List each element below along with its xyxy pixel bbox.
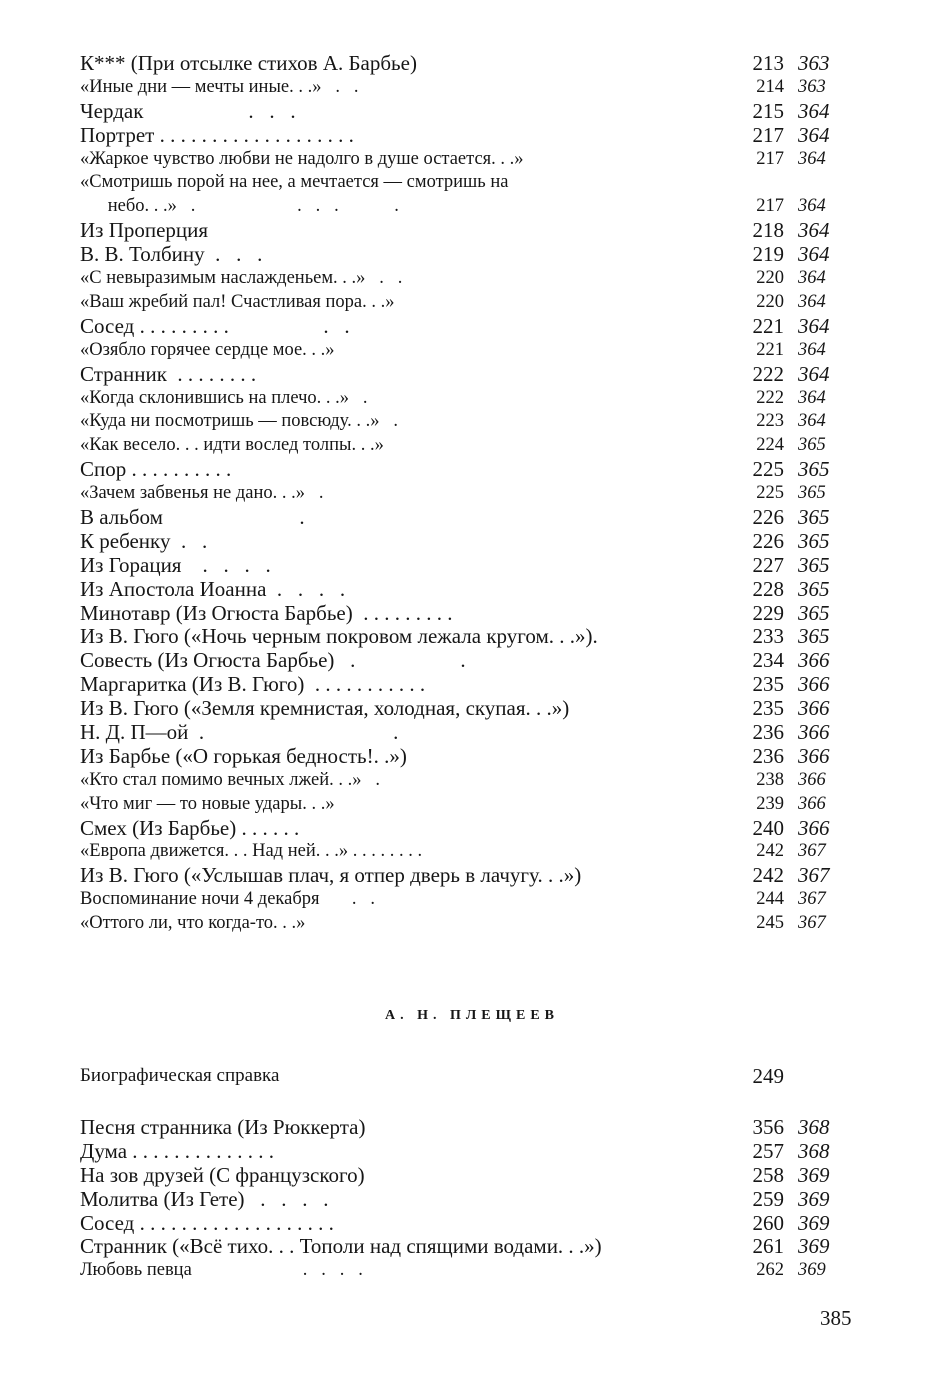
toc-entry-page: 222 (752, 361, 784, 386)
toc-entry-page: 356 (752, 1115, 784, 1139)
toc-entry-title: «Оттого ли, что когда-то. . .» (80, 913, 306, 934)
toc-entry-notes-page: 364 (798, 122, 830, 147)
toc-list-pleshcheev (80, 1116, 870, 1283)
toc-entry[interactable] (80, 625, 870, 649)
toc-entry-title: Песня странника (Из Рюккерта) (80, 1115, 366, 1139)
toc-entry-page: 228 (752, 576, 784, 601)
toc-entry-page: 245 (756, 913, 784, 934)
toc-entry-title: Из В. Гюго («Земля кремнистая, холодная, скупая. . .») (80, 696, 570, 721)
toc-entry-title: Из В. Гюго («Услышав плач, я отпер дверь в лачугу. . .») (80, 863, 582, 888)
toc-entry-notes-page: 365 (798, 528, 830, 553)
toc-entry[interactable] (80, 1259, 870, 1283)
toc-entry[interactable] (80, 1116, 870, 1140)
toc-entry-notes-page: 365 (798, 457, 830, 482)
toc-entry-notes-page: 367 (798, 841, 826, 862)
toc-entry-page: 233 (752, 624, 784, 649)
toc-entry-page: 219 (752, 242, 784, 267)
toc-entry-page: 258 (752, 1162, 784, 1187)
toc-entry-title: «Жаркое чувство любви не надолго в душе остается. . .» (80, 148, 524, 169)
toc-entry[interactable] (80, 76, 870, 100)
toc-entry[interactable] (80, 410, 870, 434)
toc-entry-notes-page: 365 (798, 624, 830, 649)
toc-entry-title: «Когда склонившись на плечо. . .» . (80, 387, 368, 408)
toc-entry-page: 221 (752, 313, 784, 338)
toc-entry[interactable] (80, 482, 870, 506)
toc-entry[interactable] (80, 1140, 870, 1164)
toc-entry-page: 217 (756, 148, 784, 169)
section-author-heading: А. Н. ПЛЕЩЕЕВ (384, 1008, 560, 1023)
toc-entry-page: 226 (752, 528, 784, 553)
toc-entry-notes-page: 368 (798, 1115, 830, 1139)
toc-entry[interactable] (80, 721, 870, 745)
toc-entry[interactable] (80, 148, 870, 172)
toc-entry-notes-page: 369 (798, 1186, 830, 1211)
toc-entry-title: На зов друзей (С французского) (80, 1162, 365, 1187)
toc-entry[interactable] (80, 673, 870, 697)
toc-entry-title: «Озябло горячее сердце мое. . .» (80, 339, 335, 360)
toc-entry[interactable] (80, 434, 870, 458)
toc-entry-title: «Что миг — то новые удары. . .» (80, 793, 335, 814)
toc-entry-notes-page: 364 (798, 313, 830, 338)
toc-entry[interactable] (80, 339, 870, 363)
toc-entry-title: Из Барбье («О горькая бедность!. .») (80, 743, 407, 768)
toc-entry-title: Странник . . . . . . . . (80, 361, 257, 386)
toc-entry[interactable] (80, 1188, 870, 1212)
toc-entry[interactable] (80, 745, 870, 769)
toc-entry-notes-page: 365 (798, 600, 830, 625)
toc-entry-notes-page: 369 (798, 1210, 830, 1235)
toc-entry-notes-page: 364 (798, 98, 830, 123)
toc-entry-notes-page: 363 (798, 76, 826, 97)
toc-entry-title: «Смотришь порой на нее, а мечтается — смотришь на небо. . .» . . . . . (80, 172, 509, 217)
toc-entry-notes-page: 366 (798, 672, 830, 697)
toc-entry-title: «Кто стал помимо вечных лжей. . .» . (80, 769, 380, 790)
toc-entry-notes-page: 364 (798, 361, 830, 386)
toc-entry-notes-page: 364 (798, 148, 826, 169)
toc-entry[interactable] (80, 530, 870, 554)
toc-entry-page: 227 (752, 552, 784, 577)
toc-entry-notes-page: 369 (798, 1162, 830, 1187)
toc-list-poems (80, 52, 870, 936)
toc-entry-page: 234 (752, 648, 784, 673)
toc-entry-title: «Ваш жребий пал! Счастливая пора. . .» (80, 291, 395, 312)
toc-entry-notes-page: 367 (798, 889, 826, 910)
toc-entry-title: Странник («Всё тихо. . . Тополи над спящими водами. . .») (80, 1234, 602, 1259)
toc-entry-notes-page: 365 (798, 504, 830, 529)
toc-entry[interactable] (80, 864, 870, 888)
toc-entry-title: «Зачем забвенья не дано. . .» . (80, 483, 324, 504)
toc-entry-page: 242 (752, 863, 784, 888)
toc-entry-title: К*** (При отсылке стихов А. Барбье) (80, 51, 417, 75)
toc-entry-notes-page: 366 (798, 743, 830, 768)
toc-entry-page: 259 (752, 1186, 784, 1211)
toc-entry-title: «С невыразимым наслажденьем. . .» . . (80, 268, 403, 289)
toc-entry-page: 261 (752, 1234, 784, 1259)
toc-entry-notes-page: 366 (798, 815, 830, 840)
toc-entry-notes-page: 369 (798, 1260, 826, 1281)
toc-entry-title: Из Горация . . . . (80, 552, 271, 577)
biography-page: 249 (752, 1064, 784, 1088)
toc-entry-title: Маргаритка (Из В. Гюго) . . . . . . . . . . . (80, 672, 426, 697)
toc-entry[interactable] (80, 219, 870, 243)
toc-entry-title: К ребенку . . (80, 528, 208, 553)
toc-entry-notes-page: 364 (798, 411, 826, 432)
toc-entry-notes-page: 367 (798, 863, 830, 888)
toc-entry[interactable] (80, 602, 870, 626)
toc-entry-page: 217 (752, 122, 784, 147)
toc-entry-page: 226 (752, 504, 784, 529)
toc-entry-page: 235 (752, 696, 784, 721)
toc-entry-page: 220 (756, 291, 784, 312)
toc-entry[interactable] (80, 100, 870, 124)
toc-entry-page: 222 (756, 387, 784, 408)
toc-entry[interactable] (80, 458, 870, 482)
toc-entry-page: 213 (752, 51, 784, 75)
toc-entry[interactable] (80, 649, 870, 673)
toc-entry-title: Любовь певца . . . . (80, 1260, 363, 1281)
toc-entry[interactable] (80, 1235, 870, 1259)
toc-entry-title: Н. Д. П—ой . . (80, 719, 399, 744)
toc-entry[interactable] (80, 267, 870, 291)
toc-entry-page: 240 (752, 815, 784, 840)
toc-entry-notes-page: 365 (798, 483, 826, 504)
biography-title: Биографическая справка (80, 1065, 280, 1086)
toc-entry-notes-page: 365 (798, 552, 830, 577)
toc-entry[interactable] (80, 387, 870, 411)
toc-entry-title: Сосед . . . . . . . . . . . (80, 313, 350, 338)
toc-entry[interactable] (80, 1164, 870, 1188)
toc-entry-title: Спор . . . . . . . . . . (80, 457, 232, 482)
toc-entry-page: 218 (752, 218, 784, 243)
toc-entry-title: Из Проперция (80, 218, 209, 243)
toc-entry-page: 225 (752, 457, 784, 482)
toc-entry-page: 215 (752, 98, 784, 123)
toc-entry-notes-page: 369 (798, 1234, 830, 1259)
toc-entry-page: 242 (756, 841, 784, 862)
toc-entry-notes-page: 364 (798, 339, 826, 360)
toc-entry-page: 262 (756, 1260, 784, 1281)
toc-entry-notes-page: 364 (798, 387, 826, 408)
toc-entry-page: 225 (756, 483, 784, 504)
toc-entry[interactable] (80, 506, 870, 530)
toc-entry-page: 260 (752, 1210, 784, 1235)
toc-entry-page: 221 (756, 339, 784, 360)
toc-entry-page: 238 (756, 769, 784, 790)
toc-entry[interactable] (80, 315, 870, 339)
toc-entry[interactable] (80, 769, 870, 793)
toc-entry-notes-page: 364 (798, 196, 826, 217)
toc-entry[interactable] (80, 578, 870, 602)
toc-entry-title: «Куда ни посмотришь — повсюду. . .» . (80, 411, 398, 432)
page-number: 385 (820, 1306, 852, 1330)
toc-entry-page: 239 (756, 793, 784, 814)
biography-entry[interactable] (80, 1064, 870, 1088)
toc-entry-page: 224 (756, 435, 784, 456)
toc-entry-notes-page: 364 (798, 291, 826, 312)
toc-entry-notes-page: 364 (798, 218, 830, 243)
toc-entry-title: Смех (Из Барбье) . . . . . . (80, 815, 300, 840)
toc-entry-notes-page: 366 (798, 648, 830, 673)
toc-entry-notes-page: 366 (798, 793, 826, 814)
toc-entry-notes-page: 364 (798, 242, 830, 267)
toc-entry-page: 235 (752, 672, 784, 697)
toc-entry-notes-page: 366 (798, 719, 830, 744)
toc-entry-title: Из Апостола Иоанна . . . . (80, 576, 346, 601)
toc-entry-title: Дума . . . . . . . . . . . . . . (80, 1138, 275, 1163)
toc-entry-title: Сосед . . . . . . . . . . . . . . . . . . . (80, 1210, 334, 1235)
toc-entry[interactable] (80, 243, 870, 267)
toc-entry-notes-page: 365 (798, 435, 826, 456)
toc-entry-page: 229 (752, 600, 784, 625)
toc-entry[interactable] (80, 554, 870, 578)
toc-entry-notes-page: 364 (798, 268, 826, 289)
toc-entry-title: «Как весело. . . идти вослед толпы. . .» (80, 435, 384, 456)
toc-entry-notes-page: 366 (798, 696, 830, 721)
toc-entry[interactable] (80, 912, 870, 936)
toc-entry-title: Молитва (Из Гете) . . . . (80, 1186, 329, 1211)
toc-entry-page: 236 (752, 743, 784, 768)
toc-entry-title: Чердак . . . (80, 98, 296, 123)
toc-entry-notes-page: 367 (798, 913, 826, 934)
toc-entry[interactable] (80, 888, 870, 912)
toc-entry-page: 257 (752, 1138, 784, 1163)
toc-entry[interactable] (80, 817, 870, 841)
toc-entry[interactable] (80, 363, 870, 387)
toc-entry-title: Совесть (Из Огюста Барбье) . . (80, 648, 466, 673)
toc-entry-notes-page: 365 (798, 576, 830, 601)
toc-entry-title: «Иные дни — мечты иные. . .» . . (80, 76, 359, 97)
toc-entry-title: Минотавр (Из Огюста Барбье) . . . . . . . . . (80, 600, 453, 625)
toc-entry[interactable] (80, 291, 870, 315)
toc-entry-page: 244 (756, 889, 784, 910)
toc-entry-notes-page: 366 (798, 769, 826, 790)
toc-entry[interactable] (80, 171, 870, 219)
toc-entry-page: 214 (756, 76, 784, 97)
toc-entry-notes-page: 368 (798, 1138, 830, 1163)
toc-entry-page: 236 (752, 719, 784, 744)
toc-entry-page: 220 (756, 268, 784, 289)
toc-entry-page: 223 (756, 411, 784, 432)
toc-entry-title: В. В. Толбину . . . (80, 242, 263, 267)
toc-entry[interactable] (80, 124, 870, 148)
toc-entry-page: 217 (756, 196, 784, 217)
toc-entry-title: «Европа движется. . . Над ней. . .» . . . . . . . . (80, 841, 423, 862)
toc-entry[interactable] (80, 840, 870, 864)
toc-entry-title: Воспоминание ночи 4 декабря . . (80, 889, 376, 910)
toc-entry[interactable] (80, 697, 870, 721)
toc-entry-title: В альбом . (80, 504, 305, 529)
toc-entry[interactable] (80, 52, 870, 76)
toc-entry-title: Портрет . . . . . . . . . . . . . . . . . . . (80, 122, 354, 147)
toc-entry-notes-page: 363 (798, 51, 830, 75)
toc-entry[interactable] (80, 1212, 870, 1236)
toc-entry-title: Из В. Гюго («Ночь черным покровом лежала кругом. . .»). (80, 624, 598, 649)
toc-entry[interactable] (80, 793, 870, 817)
